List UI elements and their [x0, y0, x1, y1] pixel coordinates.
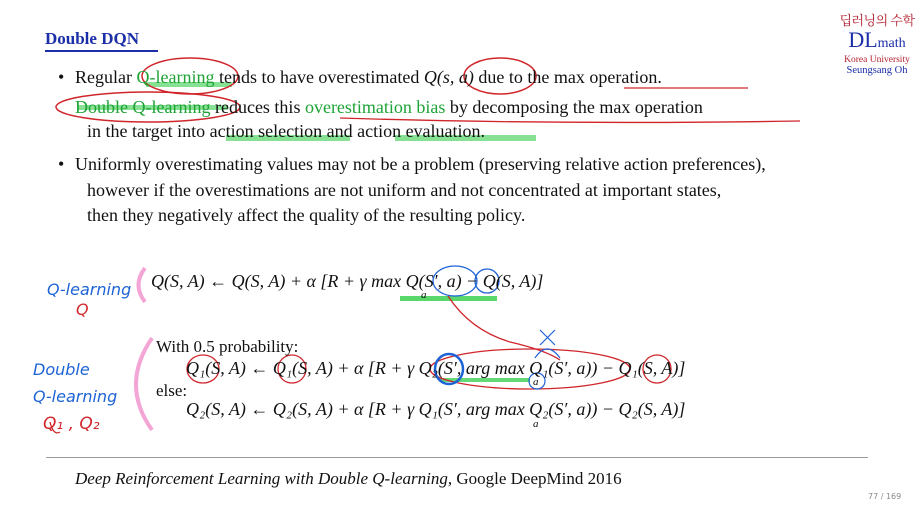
- equation-double-q2-subscript: a: [533, 418, 539, 430]
- x-mark: [540, 330, 555, 345]
- bullet-2-line-1: [58, 153, 895, 176]
- bullet-2-line-3: then they negatively affect the quality of the resulting policy.: [87, 205, 526, 225]
- handwritten-q: Q: [76, 300, 89, 319]
- text: reduces this: [210, 97, 305, 117]
- logo-korean: 딥러닝의 수학: [839, 13, 915, 28]
- logo-math: math: [877, 36, 906, 51]
- reference-title: Deep Reinforcement Learning with Double Q-learning,: [75, 469, 453, 488]
- bracket-eq1: [139, 268, 146, 302]
- page-title: Double DQN: [45, 29, 139, 48]
- page-number: 77 / 169: [868, 492, 902, 501]
- bracket-eq2: [136, 338, 152, 430]
- text: by decomposing the max operation: [445, 97, 703, 117]
- text: due to the max operation.: [473, 67, 662, 87]
- term-double-q-learning: Double Q-learning: [75, 97, 211, 117]
- bullet-1-line-3: in the target into action selection and action evaluation.: [87, 121, 486, 141]
- bullet-1-line-1: [58, 66, 895, 89]
- handwritten-double-q-learning: Q-learning: [33, 387, 118, 406]
- equation-q-learning-subscript: a: [421, 289, 427, 301]
- equation-double-q1-subscript: a: [533, 376, 539, 388]
- text: Uniformly overestimating values may not be a problem (preserving relative action preferences),: [75, 154, 766, 174]
- equation-q-learning: Q(S, A) ← Q(S, A) + α [R + γ max Q(S′, a) − Q(S, A)]: [151, 271, 544, 291]
- label-with-probability: With 0.5 probability:: [156, 337, 299, 356]
- term-qsa: Q(s, a): [423, 67, 474, 87]
- bullet-1-line-2: [75, 96, 703, 119]
- label-else: else:: [156, 381, 188, 400]
- term-q-learning: Q-learning: [136, 67, 215, 87]
- logo-university: Korea University: [844, 55, 910, 65]
- term-overestimation-bias: overestimation bias: [304, 97, 446, 117]
- reference: [75, 469, 622, 489]
- handwritten-q-learning: Q-learning: [47, 280, 132, 299]
- bullet-dot: •: [58, 154, 65, 174]
- equation-double-q2: Q₂(S, A) ← Q₂(S, A) + α [R + γ Q₁(S′, arg max Q₂(S′, a)) − Q₂(S, A)]: [186, 399, 686, 419]
- equation-double-q1: Q₁(S, A) ← Q₁(S, A) + α [R + γ Q₂(S′, arg max Q₁(S′, a)) − Q₁(S, A)]: [186, 358, 686, 378]
- logo-author: Seungsang Oh: [846, 65, 908, 76]
- text: tends to have overestimated: [214, 67, 424, 87]
- handwritten-double: Double: [33, 360, 90, 379]
- text: Regular: [75, 67, 137, 87]
- bullet-2-line-2: however if the overestimations are not uniform and not concentrated at important states,: [87, 180, 722, 200]
- footer-divider: [46, 457, 868, 458]
- handwritten-q1-q2: Q₁ , Q₂: [43, 414, 100, 434]
- bullet-dot: •: [58, 67, 65, 87]
- reference-source: Google DeepMind 2016: [452, 469, 622, 488]
- logo-dl-text: DL: [848, 27, 878, 52]
